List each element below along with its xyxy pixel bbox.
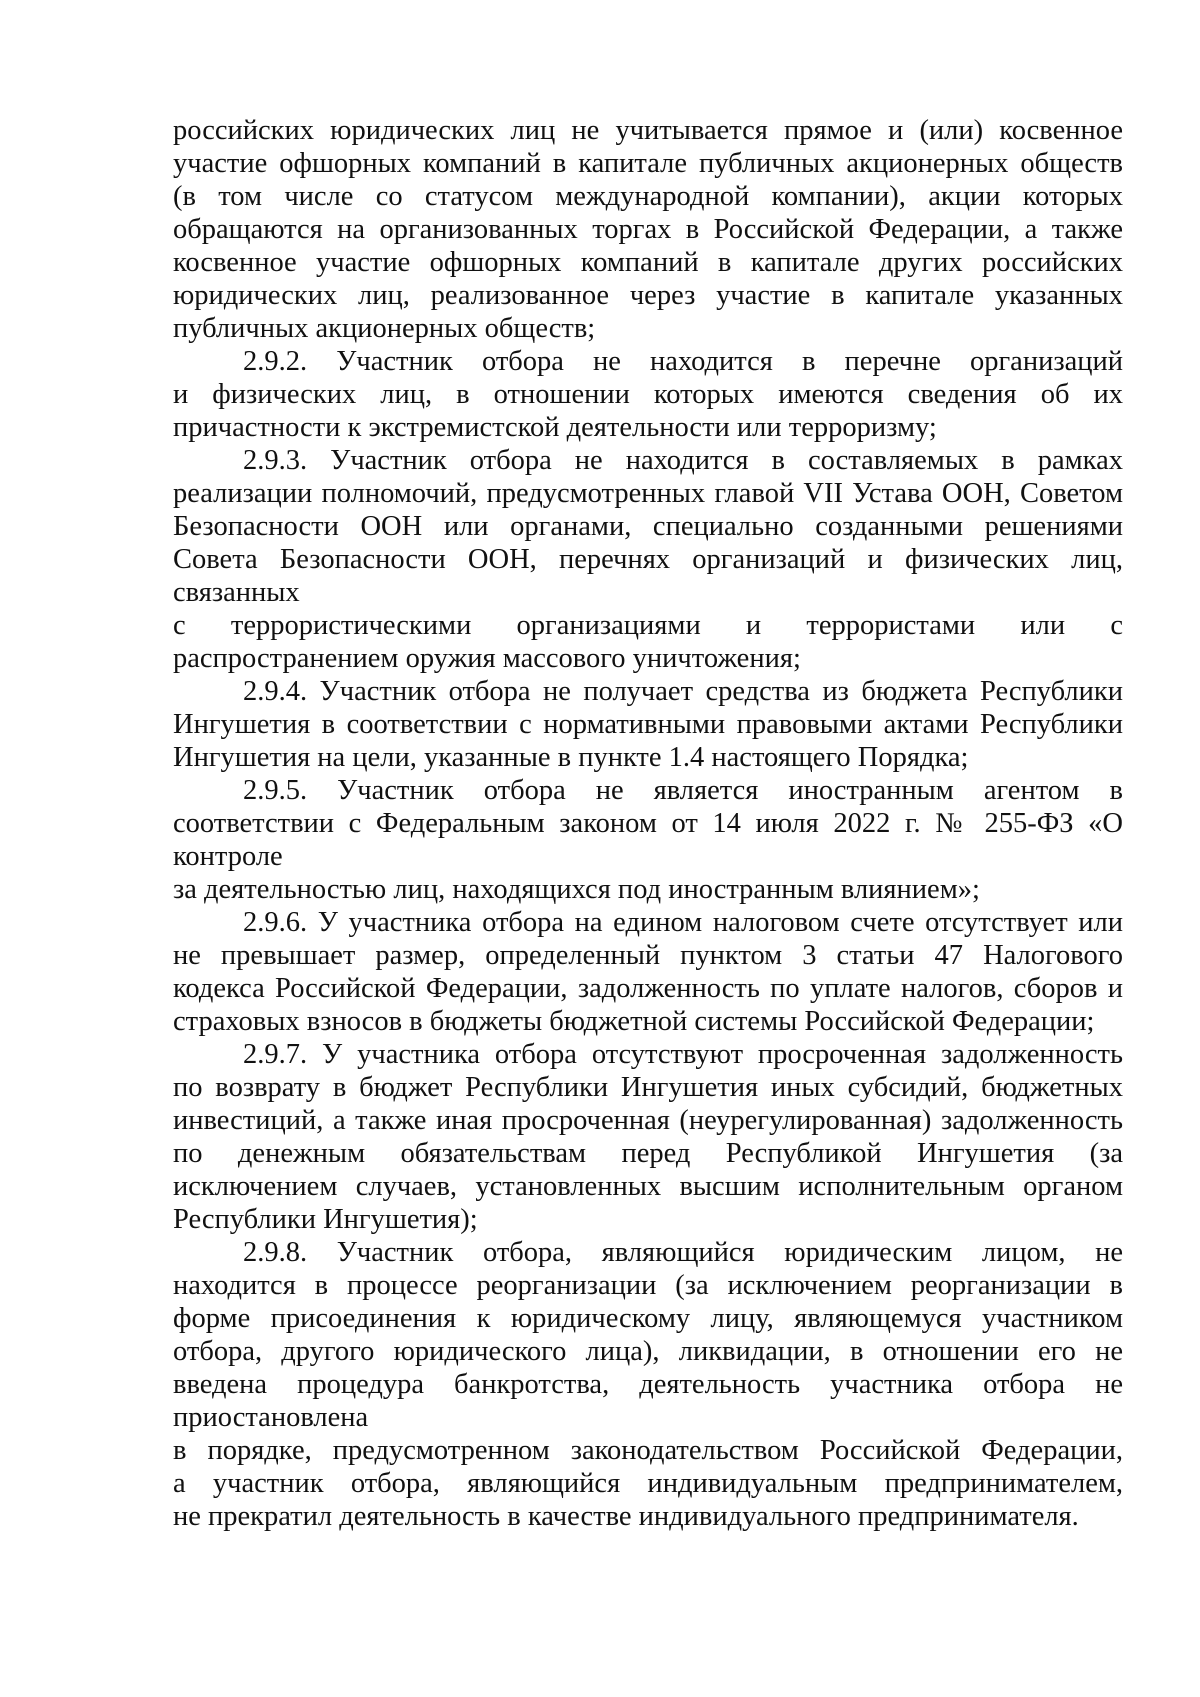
text-line: 2.9.3. Участник отбора не находится в составляемых в рамках (243, 445, 1123, 476)
text-line: 2.9.2. Участник отбора не находится в перечне организаций (243, 346, 1123, 377)
text-line: не прекратил деятельность в качестве индивидуального предпринимателя. (173, 1501, 1079, 1532)
paragraph (173, 1434, 1123, 1533)
text-line: причастности к экстремистской деятельности или терроризму; (173, 412, 937, 443)
text-line: участие офшорных компаний в капитале публичных акционерных обществ (173, 148, 1123, 179)
text-line: российских юридических лиц не учитывается прямое и (или) косвенное (173, 115, 1123, 146)
text-line: Республики Ингушетия); (173, 1204, 478, 1235)
text-line: кодекса Российской Федерации, задолженность по уплате налогов, сборов и (173, 973, 1123, 1004)
text-line: соответствии с Федеральным законом от 14 июля 2022 г. № 255-ФЗ «О (173, 808, 1123, 839)
paragraph (173, 609, 1123, 675)
text-line: Безопасности ООН или органами, специально созданными решениями (173, 511, 1123, 542)
text-line: реализации полномочий, предусмотренных главой VII Устава ООН, Советом (173, 478, 1123, 509)
paragraph (173, 444, 1123, 609)
text-line: и физических лиц, в отношении которых имеются сведения об их (173, 379, 1123, 410)
text-line: введена процедура банкротства, деятельность участника отбора не (173, 1369, 1123, 1400)
text-line: с террористическими организациями и террористами или с (173, 610, 1123, 641)
text-line: обращаются на организованных торгах в Российской Федерации, а также (173, 214, 1123, 245)
text-line: не превышает размер, определенный пунктом 3 статьи 47 Налогового (173, 940, 1123, 971)
text-line: исключением случаев, установленных высшим исполнительным органом (173, 1171, 1123, 1202)
paragraph (173, 114, 1123, 345)
text-line: инвестиций, а также иная просроченная (неурегулированная) задолженность (173, 1105, 1123, 1136)
document-page (173, 114, 1123, 1533)
text-line: Ингушетия на цели, указанные в пункте 1.4 настоящего Порядка; (173, 742, 969, 773)
text-line: форме присоединения к юридическому лицу, являющемуся участником (173, 1303, 1123, 1334)
paragraph (173, 1236, 1123, 1434)
text-line: публичных акционерных обществ; (173, 313, 596, 344)
text-line: отбора, другого юридического лица), ликвидации, в отношении его не (173, 1336, 1123, 1367)
text-line: в порядке, предусмотренном законодательством Российской Федерации, (173, 1435, 1123, 1466)
text-line: находится в процессе реорганизации (за исключением реорганизации в (173, 1270, 1123, 1301)
document-body (173, 114, 1123, 1533)
text-line: связанных (173, 577, 300, 608)
text-line: (в том числе со статусом международной компании), акции которых (173, 181, 1123, 212)
text-line: косвенное участие офшорных компаний в капитале других российских (173, 247, 1123, 278)
paragraph (173, 675, 1123, 774)
paragraph (173, 345, 1123, 444)
paragraph (173, 774, 1123, 873)
text-line: а участник отбора, являющийся индивидуальным предпринимателем, (173, 1468, 1123, 1499)
text-line: по возврату в бюджет Республики Ингушетия иных субсидий, бюджетных (173, 1072, 1123, 1103)
paragraph (173, 1038, 1123, 1236)
text-line: 2.9.8. Участник отбора, являющийся юридическим лицом, не (243, 1237, 1123, 1268)
text-line: Совета Безопасности ООН, перечнях организаций и физических лиц, (173, 544, 1123, 575)
paragraph (173, 873, 1123, 906)
text-line: 2.9.5. Участник отбора не является иностранным агентом в (243, 775, 1123, 806)
text-line: страховых взносов в бюджеты бюджетной системы Российской Федерации; (173, 1006, 1095, 1037)
text-line: распространением оружия массового уничтожения; (173, 643, 801, 674)
text-line: по денежным обязательствам перед Республикой Ингушетия (за (173, 1138, 1123, 1169)
paragraph (173, 906, 1123, 1038)
text-line: 2.9.7. У участника отбора отсутствуют просроченная задолженность (243, 1039, 1123, 1070)
text-line: 2.9.6. У участника отбора на едином налоговом счете отсутствует или (243, 907, 1123, 938)
text-line: приостановлена (173, 1402, 369, 1433)
text-line: юридических лиц, реализованное через участие в капитале указанных (173, 280, 1123, 311)
text-line: 2.9.4. Участник отбора не получает средства из бюджета Республики (243, 676, 1123, 707)
text-line: контроле (173, 841, 283, 872)
text-line: Ингушетия в соответствии с нормативными правовыми актами Республики (173, 709, 1123, 740)
text-line: за деятельностью лиц, находящихся под иностранным влиянием»; (173, 874, 980, 905)
